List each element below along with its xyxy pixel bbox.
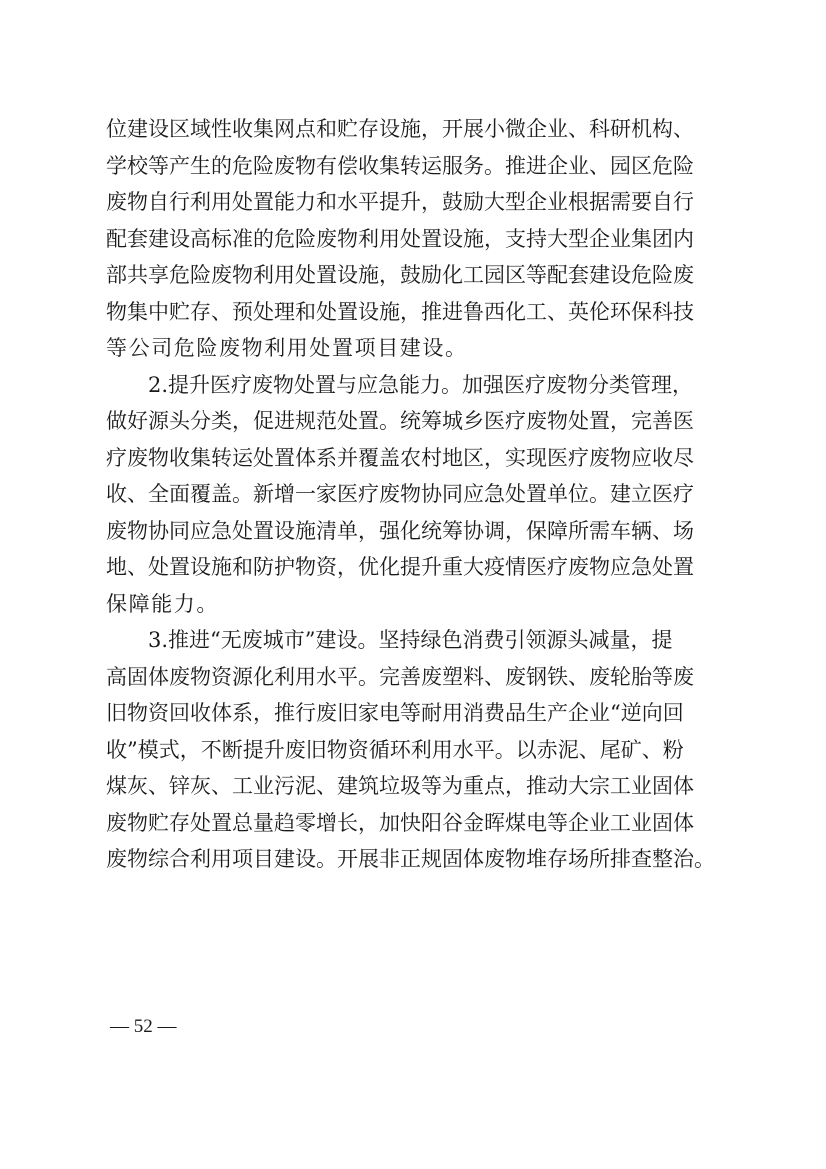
text-line: 废物自行利用处置能力和水平提升，鼓励大型企业根据需要自行 [106, 190, 694, 214]
text-line: 废物贮存处置总量趋零增长，加快阳谷金晖煤电等企业工业固体 [106, 810, 694, 835]
text-line: 高固体废物资源化利用水平。完善废塑料、废钢铁、废轮胎等废 [106, 664, 694, 689]
text-line: 物集中贮存、预处理和处置设施，推进鲁西化工、英伦环保科技 [106, 299, 694, 324]
page-number: — 52 — [110, 1016, 177, 1037]
text-line: 保障能力。 [106, 591, 219, 616]
text-line: 收、全面覆盖。新增一家医疗废物协同应急处置单位。建立医疗 [106, 482, 694, 506]
text-line: 地、处置设施和防护物资，优化提升重大疫情医疗废物应急处置 [106, 555, 694, 579]
text-line: 疗废物收集转运处置体系并覆盖农村地区，实现医疗废物应收尽 [106, 445, 694, 470]
text-line: 做好源头分类，促进规范处置。统筹城乡医疗废物处置，完善医 [106, 409, 694, 433]
text-line: 等公司危险废物利用处置项目建设。 [106, 336, 468, 360]
text-line: 部共享危险废物利用处置设施，鼓励化工园区等配套建设危险废 [106, 263, 694, 287]
text-line: 废物综合利用项目建设。开展非正规固体废物堆存场所排查整治。 [106, 847, 715, 871]
paragraph-first-line: 3.推进“无废城市”建设。坚持绿色消费引领源头减量，提 [148, 628, 673, 652]
text-line: 位建设区域性收集网点和贮存设施，开展小微企业、科研机构、 [106, 117, 694, 141]
paragraph-first-line: 2.提升医疗废物处置与应急能力。加强医疗废物分类管理， [148, 372, 694, 397]
text-line: 学校等产生的危险废物有偿收集转运服务。推进企业、园区危险 [106, 153, 694, 178]
text-line: 配套建设高标准的危险废物利用处置设施，支持大型企业集团内 [106, 226, 694, 251]
text-line: 废物协同应急处置设施清单，强化统筹协调，保障所需车辆、场 [106, 518, 694, 543]
text-line: 旧物资回收体系，推行废旧家电等耐用消费品生产企业“逆向回 [106, 701, 684, 725]
body-text [106, 111, 726, 878]
text-line: 收”模式，不断提升废旧物资循环利用水平。以赤泥、尾矿、粉 [106, 737, 684, 762]
text-line: 煤灰、锌灰、工业污泥、建筑垃圾等为重点，推动大宗工业固体 [106, 774, 694, 798]
